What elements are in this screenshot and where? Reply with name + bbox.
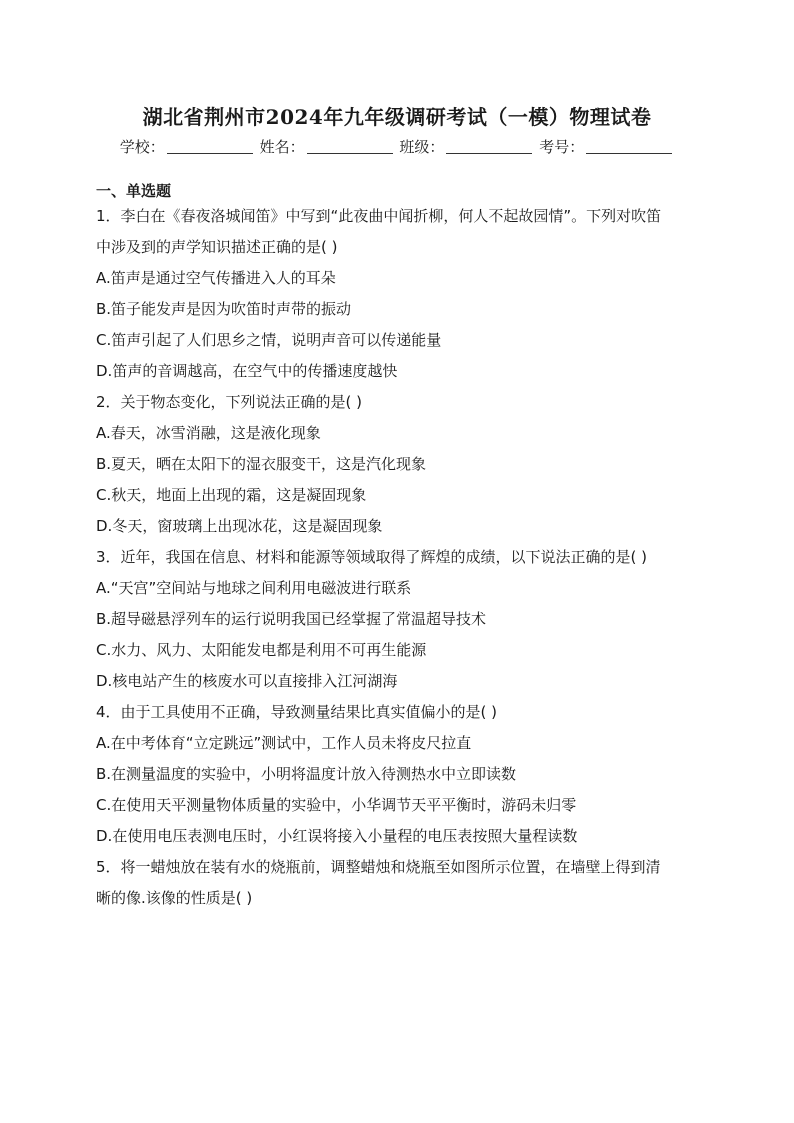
exam-number-label: 考号： xyxy=(539,138,585,156)
question-stem: 2．关于物态变化，下列说法正确的是( ) xyxy=(96,393,363,411)
question-5 xyxy=(96,852,696,914)
option-b: B.笛子能发声是因为吹笛时声带的振动 xyxy=(96,300,352,318)
option-c: C.笛声引起了人们思乡之情，说明声音可以传递能量 xyxy=(96,331,442,349)
question-stem: 3．近年，我国在信息、材料和能源等领域取得了辉煌的成绩，以下说法正确的是( ) xyxy=(96,548,648,566)
question-stem: 中涉及到的声学知识描述正确的是( ) xyxy=(96,238,338,256)
name-blank xyxy=(307,138,393,154)
question-list xyxy=(96,201,696,914)
option-a: A.在中考体育“立定跳远”测试中，工作人员未将皮尺拉直 xyxy=(96,734,472,752)
class-label: 班级： xyxy=(399,138,445,156)
question-3 xyxy=(96,542,696,697)
question-stem: 晰的像.该像的性质是( ) xyxy=(96,889,253,907)
question-2 xyxy=(96,387,696,542)
question-4 xyxy=(96,697,696,852)
option-c: C.秋天，地面上出现的霜，这是凝固现象 xyxy=(96,486,367,504)
option-d: D.核电站产生的核废水可以直接排入江河湖海 xyxy=(96,672,398,690)
question-stem: 5．将一蜡烛放在装有水的烧瓶前，调整蜡烛和烧瓶至如图所示位置，在墙壁上得到清 xyxy=(96,858,661,876)
student-info-row xyxy=(0,136,794,157)
option-a: A.笛声是通过空气传播进入人的耳朵 xyxy=(96,269,336,287)
option-d: D.在使用电压表测电压时，小红误将接入小量程的电压表按照大量程读数 xyxy=(96,827,578,845)
school-blank xyxy=(167,138,253,154)
name-label: 姓名： xyxy=(259,138,305,156)
option-c: C.水力、风力、太阳能发电都是利用不可再生能源 xyxy=(96,641,427,659)
school-label: 学校： xyxy=(119,138,165,156)
option-c: C.在使用天平测量物体质量的实验中，小华调节天平平衡时，游码未归零 xyxy=(96,796,577,814)
class-blank xyxy=(446,138,532,154)
option-d: D.冬天，窗玻璃上出现冰花，这是凝固现象 xyxy=(96,517,383,535)
option-b: B.夏天，晒在太阳下的湿衣服变干，这是汽化现象 xyxy=(96,455,427,473)
exam-title: 湖北省荆州市2024年九年级调研考试（一模）物理试卷 xyxy=(142,105,652,129)
option-b: B.在测量温度的实验中，小明将温度计放入待测热水中立即读数 xyxy=(96,765,517,783)
option-a: A.春天，冰雪消融，这是液化现象 xyxy=(96,424,321,442)
exam-number-blank xyxy=(586,138,672,154)
question-1 xyxy=(96,201,696,387)
question-stem: 4．由于工具使用不正确，导致测量结果比真实值偏小的是( ) xyxy=(96,703,498,721)
option-a: A.“天宫”空间站与地球之间利用电磁波进行联系 xyxy=(96,579,412,597)
option-b: B.超导磁悬浮列车的运行说明我国已经掌握了常温超导技术 xyxy=(96,610,487,628)
question-stem: 1．李白在《春夜洛城闻笛》中写到“此夜曲中闻折柳，何人不起故园情”。下列对吹笛 xyxy=(96,207,662,225)
option-d: D.笛声的音调越高，在空气中的传播速度越快 xyxy=(96,362,398,380)
section-heading: 一、单选题 xyxy=(96,182,172,200)
